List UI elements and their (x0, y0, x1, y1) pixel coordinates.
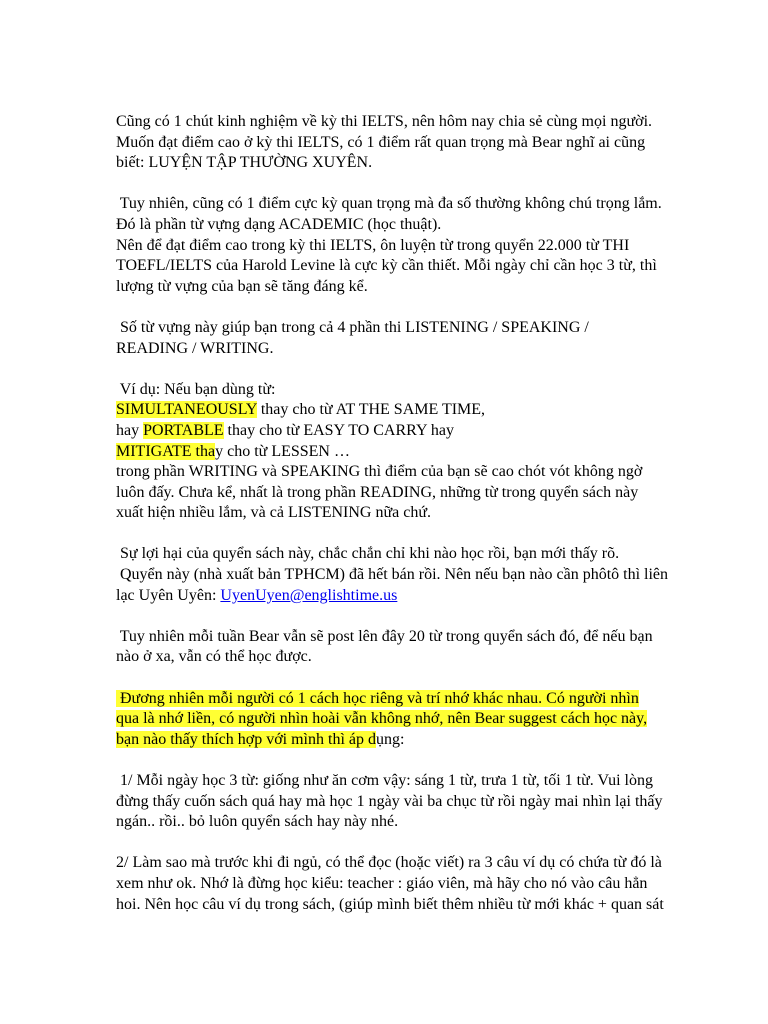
text-line: nào ở xa, vẫn có thể học được. (116, 648, 312, 666)
example-text: thay cho từ AT THE SAME TIME, (256, 401, 486, 419)
example-text: hay (116, 421, 144, 439)
paragraph-gap (116, 833, 746, 854)
paragraph-gap (116, 297, 746, 318)
text-line: lượng từ vựng của bạn sẽ tăng đáng kể. (116, 277, 368, 295)
paragraph-gap (116, 750, 746, 771)
document-page (116, 112, 746, 915)
paragraph-2 (116, 194, 746, 297)
paragraph-3 (116, 318, 746, 359)
example-line-2 (116, 421, 746, 442)
example-line-3 (116, 442, 746, 463)
text-line: luôn đấy. Chưa kể, nhất là trong phần READING, những từ trong quyển sách này (116, 483, 639, 501)
paragraph-highlighted (116, 689, 746, 751)
example-line-1 (116, 400, 746, 421)
highlighted-line (116, 709, 746, 730)
highlighted-word: MITIGATE tha (116, 442, 216, 460)
example-text: y cho từ LESSEN … (215, 442, 350, 460)
highlighted-line (116, 689, 746, 710)
highlighted-text: Đương nhiên mỗi người có 1 cách học riêng và trí nhớ khác nhau. Có người nhìn (116, 689, 639, 707)
text-line: ngán.. rồi.. bỏ luôn quyển sách hay này nhé. (116, 813, 399, 831)
paragraph-1 (116, 112, 746, 174)
text-line: 1/ Mỗi ngày học 3 từ: giống như ăn cơm vậy: sáng 1 từ, trưa 1 từ, tối 1 từ. Vui lòng (116, 772, 653, 789)
paragraph-5 (116, 544, 746, 606)
text-tail: ụng: (376, 730, 405, 748)
text-line: xem như ok. Nhớ là đừng học kiểu: teacher : giáo viên, mà hãy cho nó vào câu hẳn (116, 874, 648, 892)
paragraph-6 (116, 627, 746, 668)
text-line: Quyển này (nhà xuất bản TPHCM) đã hết bán rồi. Nên nếu bạn nào cần phôtô thì liên (116, 566, 669, 584)
text-line: Sự lợi hại của quyển sách này, chắc chắn chỉ khi nào học rồi, bạn mới thấy rõ. (116, 545, 620, 563)
paragraph-gap (116, 174, 746, 195)
paragraph-gap (116, 606, 746, 627)
text-line: Cũng có 1 chút kinh nghiệm về kỳ thi IELTS, nên hôm nay chia sẻ cùng mọi người. (116, 113, 653, 130)
text-line: TOEFL/IELTS của Harold Levine là cực kỳ cần thiết. Mỗi ngày chỉ cần học 3 từ, thì (116, 257, 657, 275)
highlighted-text: qua là nhớ liền, có người nhìn hoài vẫn không nhớ, nên Bear suggest cách học này, (116, 710, 648, 728)
paragraph-gap (116, 668, 746, 689)
email-link[interactable]: UyenUyen@englishtime.us (220, 586, 398, 604)
text-line: xuất hiện nhiều lắm, và cả LISTENING nữa chứ. (116, 504, 432, 522)
text-line: Ví dụ: Nếu bạn dùng từ: (116, 380, 276, 398)
contact-label: lạc Uyên Uyên: (116, 586, 221, 604)
paragraph-examples (116, 380, 746, 524)
contact-line (116, 586, 746, 607)
text-line: đừng thấy cuốn sách quá hay mà học 1 ngày vài ba chục từ rồi ngày mai nhìn lại thấy (116, 792, 663, 810)
highlighted-word: SIMULTANEOUSLY (116, 401, 257, 419)
text-line: Số từ vựng này giúp bạn trong cả 4 phần thi LISTENING / SPEAKING / (116, 318, 589, 336)
highlighted-word: PORTABLE (143, 421, 224, 439)
text-line: Tuy nhiên mỗi tuần Bear vẫn sẽ post lên đây 20 từ trong quyển sách đó, để nếu bạn (116, 627, 653, 645)
text-line: trong phần WRITING và SPEAKING thì điểm của bạn sẽ cao chót vót không ngờ (116, 463, 643, 481)
text-line: hoi. Nên học câu ví dụ trong sách, (giúp mình biết thêm nhiều từ mới khác + quan sát (116, 895, 664, 913)
text-line: Muốn đạt điểm cao ở kỳ thi IELTS, có 1 điểm rất quan trọng mà Bear nghĩ ai cũng (116, 133, 646, 151)
paragraph-gap (116, 359, 746, 380)
text-line: Tuy nhiên, cũng có 1 điểm cực kỳ quan trọng mà đa số thường không chú trọng lắm. (116, 195, 662, 213)
text-line: READING / WRITING. (116, 339, 274, 357)
paragraph-tip-1 (116, 771, 746, 833)
example-text: thay cho từ EASY TO CARRY hay (223, 421, 454, 439)
text-line: Nên để đạt điểm cao trong kỳ thi IELTS, ôn luyện từ trong quyển 22.000 từ THI (116, 236, 630, 254)
text-line: biết: LUYỆN TẬP THƯỜNG XUYÊN. (116, 154, 373, 172)
highlighted-line (116, 730, 746, 751)
text-line: Đó là phần từ vựng dạng ACADEMIC (học thuật). (116, 215, 442, 233)
paragraph-gap (116, 524, 746, 545)
text-line: 2/ Làm sao mà trước khi đi ngủ, có thể đọc (hoặc viết) ra 3 câu ví dụ có chứa từ đó là (116, 854, 662, 872)
highlighted-text: bạn nào thấy thích hợp với mình thì áp d (116, 730, 376, 748)
paragraph-tip-2 (116, 853, 746, 915)
